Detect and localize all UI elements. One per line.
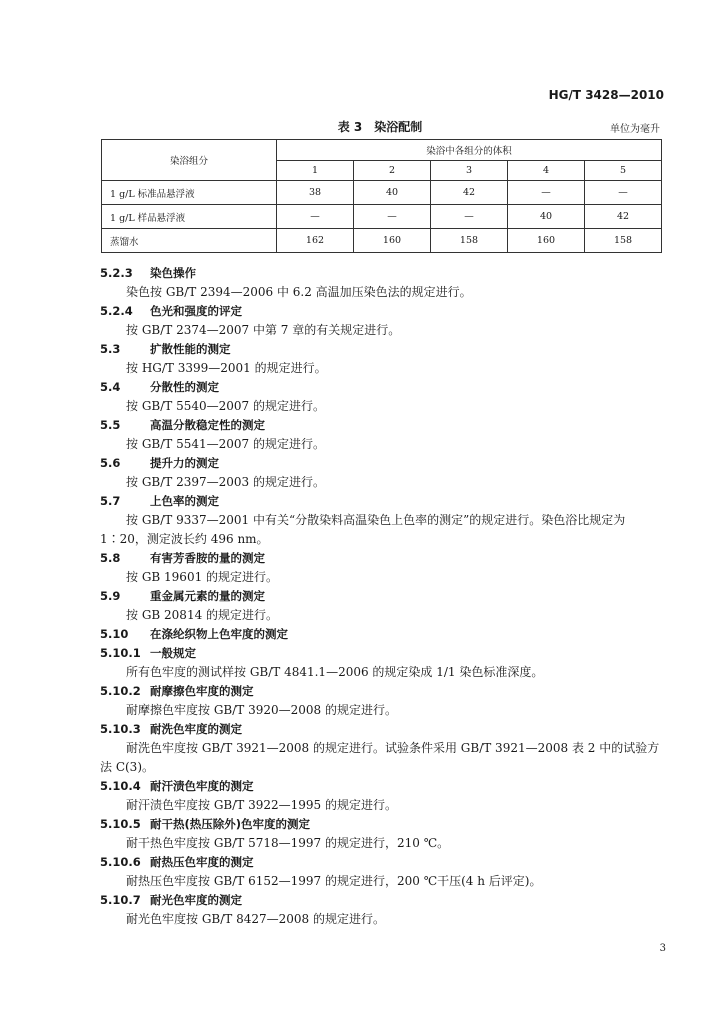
section-heading [100,340,666,359]
table-header-component: 染浴组分 [102,140,277,181]
section-body: 耐干热色牢度按 GB/T 5718—1997 的规定进行，210 ℃。 [126,836,450,850]
section-number: 5.10.3 [100,722,141,736]
section-number: 5.4 [100,380,121,394]
table-cell: 160 [508,229,585,253]
section-body: 耐光色牢度按 GB/T 8427—2008 的规定进行。 [126,912,385,926]
row-label: 蒸馏水 [102,229,277,253]
table-cell: — [354,205,431,229]
table-cell: 40 [508,205,585,229]
section-body: 所有色牢度的测试样按 GB/T 4841.1—2006 的规定染成 1/1 染色标准深度。 [126,665,544,679]
row-label: 1 g/L 样品悬浮液 [102,205,277,229]
section-heading [100,720,666,739]
section-body: 按 GB/T 2374—2007 中第 7 章的有关规定进行。 [126,323,401,337]
standard-number: HG/T 3428—2010 [548,88,664,102]
table-cell: — [277,205,354,229]
table-cell: 162 [277,229,354,253]
section-number: 5.10.4 [100,779,141,793]
section-list [100,264,666,929]
section-title: 染色操作 [150,266,196,280]
section-number: 5.10.5 [100,817,141,831]
section-number: 5.8 [100,551,121,565]
section-number: 5.10.6 [100,855,141,869]
section-number: 5.2.3 [100,266,133,280]
table-cell: — [585,181,662,205]
table-cell: 42 [431,181,508,205]
table-header-volume: 染浴中各组分的体积 [277,140,662,161]
section-heading [100,264,666,283]
section-heading [100,454,666,473]
section-number: 5.3 [100,342,121,356]
section-body: 1∶20，测定波长约 496 nm。 [100,532,269,546]
section-number: 5.2.4 [100,304,133,318]
section-number: 5.10.7 [100,893,141,907]
table-title: 表 3 染浴配制 [337,120,423,134]
table-cell: — [508,181,585,205]
section-heading [100,815,666,834]
section-heading [100,644,666,663]
section-body: 按 GB/T 5541—2007 的规定进行。 [126,437,325,451]
section-body: 耐汗渍色牢度按 GB/T 3922—1995 的规定进行。 [126,798,397,812]
section-number: 5.10 [100,627,129,641]
section-body: 按 GB/T 9337—2001 中有关“分散染料高温染色上色率的测定”的规定进行。染色浴比规定为 [126,513,626,527]
section-body: 耐摩擦色牢度按 GB/T 3920—2008 的规定进行。 [126,703,397,717]
section-title: 耐干热(热压除外)色牢度的测定 [150,817,311,831]
table-cell: 160 [354,229,431,253]
section-title: 耐热压色牢度的测定 [150,855,254,869]
section-heading [100,302,666,321]
table-column-header: 1 [277,161,354,181]
table-column-header: 3 [431,161,508,181]
section-title: 分散性的测定 [150,380,219,394]
section-title: 重金属元素的量的测定 [150,589,265,603]
table-cell: 38 [277,181,354,205]
table-row [102,181,662,205]
section-body: 按 GB 20814 的规定进行。 [126,608,279,622]
section-heading [100,891,666,910]
section-title: 耐汗渍色牢度的测定 [150,779,254,793]
section-heading [100,587,666,606]
row-label: 1 g/L 标准品悬浮液 [102,181,277,205]
page-number: 3 [659,943,666,954]
section-number: 5.5 [100,418,121,432]
section-number: 5.9 [100,589,121,603]
section-title: 耐光色牢度的测定 [150,893,242,907]
section-heading [100,682,666,701]
table-column-header: 2 [354,161,431,181]
section-number: 5.7 [100,494,121,508]
section-heading [100,378,666,397]
section-body: 按 HG/T 3399—2001 的规定进行。 [126,361,327,375]
section-body: 染色按 GB/T 2394—2006 中 6.2 高温加压染色法的规定进行。 [126,285,472,299]
section-body: 法 C(3)。 [100,760,154,774]
section-title: 高温分散稳定性的测定 [150,418,265,432]
section-title: 提升力的测定 [150,456,219,470]
section-body: 耐热压色牢度按 GB/T 6152—1997 的规定进行，200 ℃干压(4 h 后评定)。 [126,874,542,888]
section-body: 按 GB/T 2397—2003 的规定进行。 [126,475,325,489]
section-body: 按 GB/T 5540—2007 的规定进行。 [126,399,325,413]
section-title: 一般规定 [150,646,196,660]
section-heading [100,625,666,644]
section-number: 5.6 [100,456,121,470]
section-heading [100,853,666,872]
table-column-header: 4 [508,161,585,181]
section-title: 在涤纶织物上色牢度的测定 [150,627,288,641]
table-cell: 158 [431,229,508,253]
section-heading [100,492,666,511]
table-cell: — [431,205,508,229]
section-heading [100,777,666,796]
table-column-header: 5 [585,161,662,181]
section-title: 耐洗色牢度的测定 [150,722,242,736]
section-body: 按 GB 19601 的规定进行。 [126,570,279,584]
section-body: 耐洗色牢度按 GB/T 3921—2008 的规定进行。试验条件采用 GB/T 3921—2008 表 2 中的试验方 [126,741,660,755]
section-title: 色光和强度的评定 [150,304,242,318]
table-unit: 单位为毫升 [610,124,660,135]
table-row [102,205,662,229]
section-title: 有害芳香胺的量的测定 [150,551,265,565]
table-cell: 40 [354,181,431,205]
section-number: 5.10.2 [100,684,141,698]
section-heading [100,416,666,435]
dye-bath-table [101,139,662,253]
table-cell: 42 [585,205,662,229]
section-heading [100,549,666,568]
section-title: 上色率的测定 [150,494,219,508]
table-cell: 158 [585,229,662,253]
table-row [102,229,662,253]
section-title: 耐摩擦色牢度的测定 [150,684,254,698]
section-title: 扩散性能的测定 [150,342,231,356]
section-number: 5.10.1 [100,646,141,660]
